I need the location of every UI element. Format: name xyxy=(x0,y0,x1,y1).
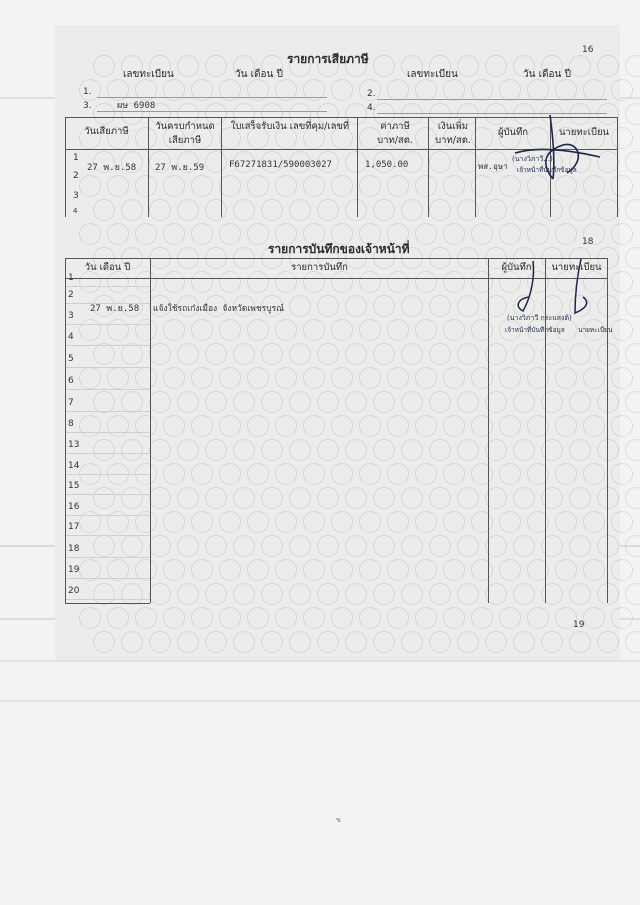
reg-row-num: 1. xyxy=(83,87,92,97)
officer-recorder-title: เจ้าหน้าที่บันทึกข้อมูล xyxy=(505,326,565,334)
col-header-record: รายการบันทึก xyxy=(291,262,348,273)
col-header-paid-date: วันเสียภาษี xyxy=(84,126,129,137)
officer-row-number: 3 xyxy=(68,311,74,321)
reg-header-right: เลขทะเบียน xyxy=(407,69,458,80)
registration-number: ผษ 6908 xyxy=(117,101,156,111)
officer-row-number: 19 xyxy=(68,565,80,575)
reg-header-left: เลขทะเบียน xyxy=(123,69,174,80)
officer-entry-date: 27 พ.ย.58 xyxy=(90,304,140,314)
reg-row-num: 3. xyxy=(83,101,92,111)
page-number-middle: 18 xyxy=(582,237,594,247)
due-date-value: 27 พ.ย.59 xyxy=(155,163,205,173)
reg-row-num: 4. xyxy=(367,103,376,113)
col-header-registrar: นายทะเบียน xyxy=(551,262,602,273)
officer-row-number: 8 xyxy=(68,419,74,429)
officer-row-number: 15 xyxy=(68,481,80,491)
document-sheet xyxy=(55,25,620,660)
col-header-date: วัน เดือน ปี xyxy=(84,262,131,273)
officer-row-number: 6 xyxy=(68,376,74,386)
tax-row-number: 4 xyxy=(73,207,78,215)
page-number-bottom: 19 xyxy=(573,620,585,630)
officer-row-number: 18 xyxy=(68,544,80,554)
col-header-tax: ค่าภาษี บาท/สต. xyxy=(377,121,413,146)
col-header-receipt: ใบเสร็จรับเงิน เลขที่คุม/เลขที่ xyxy=(230,121,350,132)
date-header-left: วัน เดือน ปี xyxy=(235,69,283,80)
page-number-top: 16 xyxy=(582,45,594,55)
receipt-value: F67271831/590003027 xyxy=(229,160,332,170)
tax-section-title: รายการเสียภาษี xyxy=(287,52,369,66)
col-header-recorder: ผู้บันทึก xyxy=(497,127,529,138)
page-mark: ข xyxy=(336,816,341,824)
tax-amount-value: 1,050.00 xyxy=(365,160,409,170)
officer-entry-text: แจ้งใช้รถเก๋งเมือง จังหวัดเพชรบูรณ์ xyxy=(153,304,285,314)
col-header-recorder: ผู้บันทึก xyxy=(501,262,532,273)
officer-row-number: 4 xyxy=(68,332,74,342)
date-header-right: วัน เดือน ปี xyxy=(523,69,571,80)
officer-row-number: 2 xyxy=(68,290,74,300)
officer-section-title: รายการบันทึกของเจ้าหน้าที่ xyxy=(268,242,410,256)
officer-row-number: 17 xyxy=(68,522,80,532)
officer-row-number: 7 xyxy=(68,398,74,408)
recorder-stamp-title: เจ้าหน้าที่บันทึกข้อมูล xyxy=(517,166,577,174)
reg-row-num: 2. xyxy=(367,89,376,99)
officer-registrar-title: นายทะเบียน xyxy=(578,326,613,334)
col-header-registrar: นายทะเบียน xyxy=(558,127,610,138)
paid-date-value: 27 พ.ย.58 xyxy=(87,163,137,173)
recorder-stamp-name: (นางวิภาวี...) xyxy=(512,155,553,163)
officer-row-number: 16 xyxy=(68,502,80,512)
tax-row-number: 1 xyxy=(73,153,79,163)
officer-row-number: 20 xyxy=(68,586,80,596)
officer-row-number: 5 xyxy=(68,354,74,364)
officer-row-number: 13 xyxy=(68,440,80,450)
registrar-signature-icon xyxy=(495,107,605,187)
officer-row-number: 14 xyxy=(68,461,80,471)
officer-row-number: 1 xyxy=(68,273,74,283)
col-header-due-date: วันครบกำหนด เสียภาษี xyxy=(155,121,215,146)
recorder-stamp: พส.อุษา xyxy=(478,162,508,171)
tax-row-number: 2 xyxy=(73,171,79,181)
officer-signatures-icon xyxy=(495,257,605,322)
officer-recorder-name: (นางวิภาวี กระแสงติ) xyxy=(507,314,572,322)
col-header-surcharge: เงินเพิ่ม บาท/สต. xyxy=(435,121,471,146)
tax-row-number: 3 xyxy=(73,191,79,201)
